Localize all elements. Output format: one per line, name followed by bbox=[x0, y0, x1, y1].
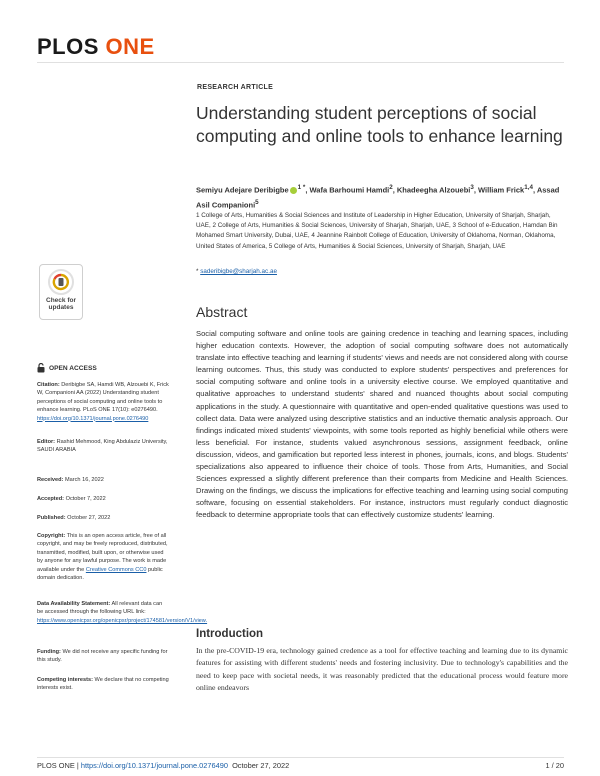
author-name[interactable]: Khadeegha Alzouebi bbox=[396, 185, 471, 195]
received-label: Received: bbox=[37, 477, 64, 483]
footer-date: October 27, 2022 bbox=[232, 761, 290, 770]
published-date: October 27, 2022 bbox=[67, 515, 111, 521]
footer-doi-link[interactable]: https://doi.org/10.1371/journal.pone.0276490 bbox=[80, 761, 228, 770]
citation-label: Citation: bbox=[37, 382, 60, 388]
author-affil-mark: 2 bbox=[389, 184, 393, 191]
citation-block bbox=[37, 381, 169, 423]
check-updates-line2: updates bbox=[48, 304, 74, 311]
data-availability-block bbox=[37, 600, 208, 625]
open-access-label bbox=[37, 363, 97, 373]
citation-text: Deribigbe SA, Hamdi WB, Alzouebi K, Frick W, Companioni AA (2022) Understanding student perceptions of social computing and online tools to enhance learning. PLoS ONE 17(10): e0276490. bbox=[37, 382, 169, 414]
data-availability-text: All relevant data can be accessed through the following URL link: bbox=[37, 601, 163, 616]
introduction-text: In the pre-COVID-19 era, technology gained credence as a tool for effective teaching and learning due to its dynamic features for assisting with different students' needs and fostering inclusivity. Due to technology's capabilities and the need to keep pace with societal needs, it was reasonably predicted that the educational process would feature more online endeavors bbox=[196, 646, 568, 693]
author-affil-mark: 3 bbox=[470, 184, 474, 191]
copyright-end: public domain dedication. bbox=[37, 566, 163, 582]
funding-text: We did not receive any specific funding for this study. bbox=[37, 649, 168, 664]
data-availability-label: Data Availability Statement: bbox=[37, 601, 111, 607]
funding-label: Funding: bbox=[37, 649, 61, 655]
received-block bbox=[37, 476, 169, 484]
received-date: March 16, 2022 bbox=[65, 477, 104, 483]
abstract-text: Social computing software and online tools are gaining credence in teaching and learning spaces, including higher education contexts. However, the adoption of social computing software does not automatically translate into effective teaching and learning if students' views and needs are not considered along with course learning outcomes. Thus, this study was conducted to explore students' perspectives and preferences for social computing software and online tools in a university elective course. We employed quantitative and qualitative approaches to understand students' shared and nuanced thoughts about social computing applications in the study. A questionnaire with quantitative and open-ended qualitative questions was used to collect data. Data were analyzed using descriptive statistics and an inductive thematic analysis approach. Our findings indicated mixed students' viewpoints, with some tools reported as highly beneficial while others were less beneficial. For instance, students valued asynchronous sessions, assignment feedback, online discussion, videos, and gamification but reported less interest in phones, journals, icons, and blogs. Students' specializations also appeared to influence their choice of tools. Those from Arts, Humanities, and Social Sciences expressed a slightly different preference than their comparts from Medicine and Health Sciences. Drawing on the findings, we discuss the implications for effective teaching and learning using social computing software, focusing on essential stakeholders. For instance, instructors must regularly conduct diagnostic feedback to determine appropriate tools that can effectively customize students' learning. bbox=[196, 329, 568, 520]
logo-one: ONE bbox=[105, 34, 155, 59]
footer-separator: | bbox=[76, 761, 79, 770]
abstract-heading: Abstract bbox=[196, 304, 248, 320]
corresponding-email bbox=[196, 268, 277, 275]
page-footer bbox=[37, 761, 564, 770]
author-name[interactable]: Assad Asil Companioni bbox=[196, 185, 560, 209]
article-title: Understanding student perceptions of social computing and online tools to enhance learning bbox=[196, 103, 563, 146]
accepted-block bbox=[37, 495, 169, 503]
published-block bbox=[37, 514, 169, 522]
footer-journal: PLOS ONE bbox=[37, 761, 75, 770]
header-divider bbox=[37, 62, 564, 63]
citation-doi-link[interactable]: https://doi.org/10.1371/journal.pone.0276490 bbox=[37, 415, 149, 422]
editor-text: Rashid Mehmood, King Abdulaziz University, SAUDI ARABIA bbox=[37, 439, 168, 454]
competing-interests-text: We declare that no competing interests exist. bbox=[37, 677, 169, 692]
open-access-text: OPEN ACCESS bbox=[49, 364, 97, 372]
logo-plos: PLOS bbox=[37, 34, 99, 59]
check-for-updates-badge[interactable] bbox=[39, 264, 83, 320]
copyright-block bbox=[37, 532, 169, 582]
page-number: 1 / 20 bbox=[545, 761, 564, 770]
competing-interests-label: Competing interests: bbox=[37, 677, 93, 683]
journal-logo bbox=[37, 34, 155, 60]
author-list: Semiyu Adejare Deribigbe $^{1 *}$, Wafa Barhoumi Hamdi$^2$, Khadeegha Alzouebi$^3$, William Frick$^{1,4}$, Assad Asil Companioni$^5$ bbox=[196, 184, 560, 209]
author-name[interactable]: William Frick bbox=[478, 185, 525, 195]
check-updates-icon bbox=[48, 269, 74, 295]
accepted-date: October 7, 2022 bbox=[65, 496, 106, 502]
editor-block bbox=[37, 438, 169, 455]
author-name[interactable]: Semiyu Adejare Deribigbe bbox=[196, 185, 289, 195]
funding-block bbox=[37, 648, 169, 665]
open-lock-icon bbox=[37, 363, 45, 373]
email-mark: * bbox=[196, 268, 199, 275]
data-availability-link[interactable]: https://www.openicpsr.org/openicpsr/project/174581/version/V1/view. bbox=[37, 617, 208, 624]
author-affil-mark: 1 * bbox=[297, 184, 306, 191]
footer-divider bbox=[37, 757, 564, 758]
accepted-label: Accepted: bbox=[37, 496, 65, 502]
check-updates-line1: Check for bbox=[46, 297, 76, 304]
copyright-label: Copyright: bbox=[37, 533, 66, 539]
author-name[interactable]: Wafa Barhoumi Hamdi bbox=[309, 185, 390, 195]
competing-interests-block bbox=[37, 676, 169, 693]
affiliations: 1 College of Arts, Humanities & Social Sciences and Institute of Leadership in Higher Education, University of Sharjah, Sharjah, UAE, 2 College of Arts, Humanities & Social Sciences, University of Sharjah, Sharjah, UAE, 3 School of e-Education, Hamdan Bin Mohamed Smart University, Dubai, UAE, 4 Jeannine Rainbolt College of Education, University of Oklahoma, Norman, Oklahoma, United States of America, 5 College of Arts, Humanities & Social Sciences, University of Sharjah, Sharjah, UAE bbox=[196, 212, 558, 250]
creative-commons-link[interactable]: Creative Commons CC0 bbox=[85, 566, 147, 573]
published-label: Published: bbox=[37, 515, 66, 521]
introduction-heading: Introduction bbox=[196, 628, 264, 640]
copyright-text: This is an open access article, free of all copyright, and may be freely reproduced, distributed, transmitted, modified, built upon, or otherwise used by anyone for any lawful purpose. The work is made available under the bbox=[37, 533, 168, 573]
author-affil-mark: 1,4 bbox=[524, 184, 533, 191]
author-affil-mark: 5 bbox=[255, 198, 259, 206]
email-link[interactable]: saderibigbe@sharjah.ac.ae bbox=[200, 268, 277, 275]
editor-label: Editor: bbox=[37, 439, 56, 445]
orcid-icon[interactable] bbox=[290, 187, 297, 194]
article-type: RESEARCH ARTICLE bbox=[197, 84, 274, 91]
